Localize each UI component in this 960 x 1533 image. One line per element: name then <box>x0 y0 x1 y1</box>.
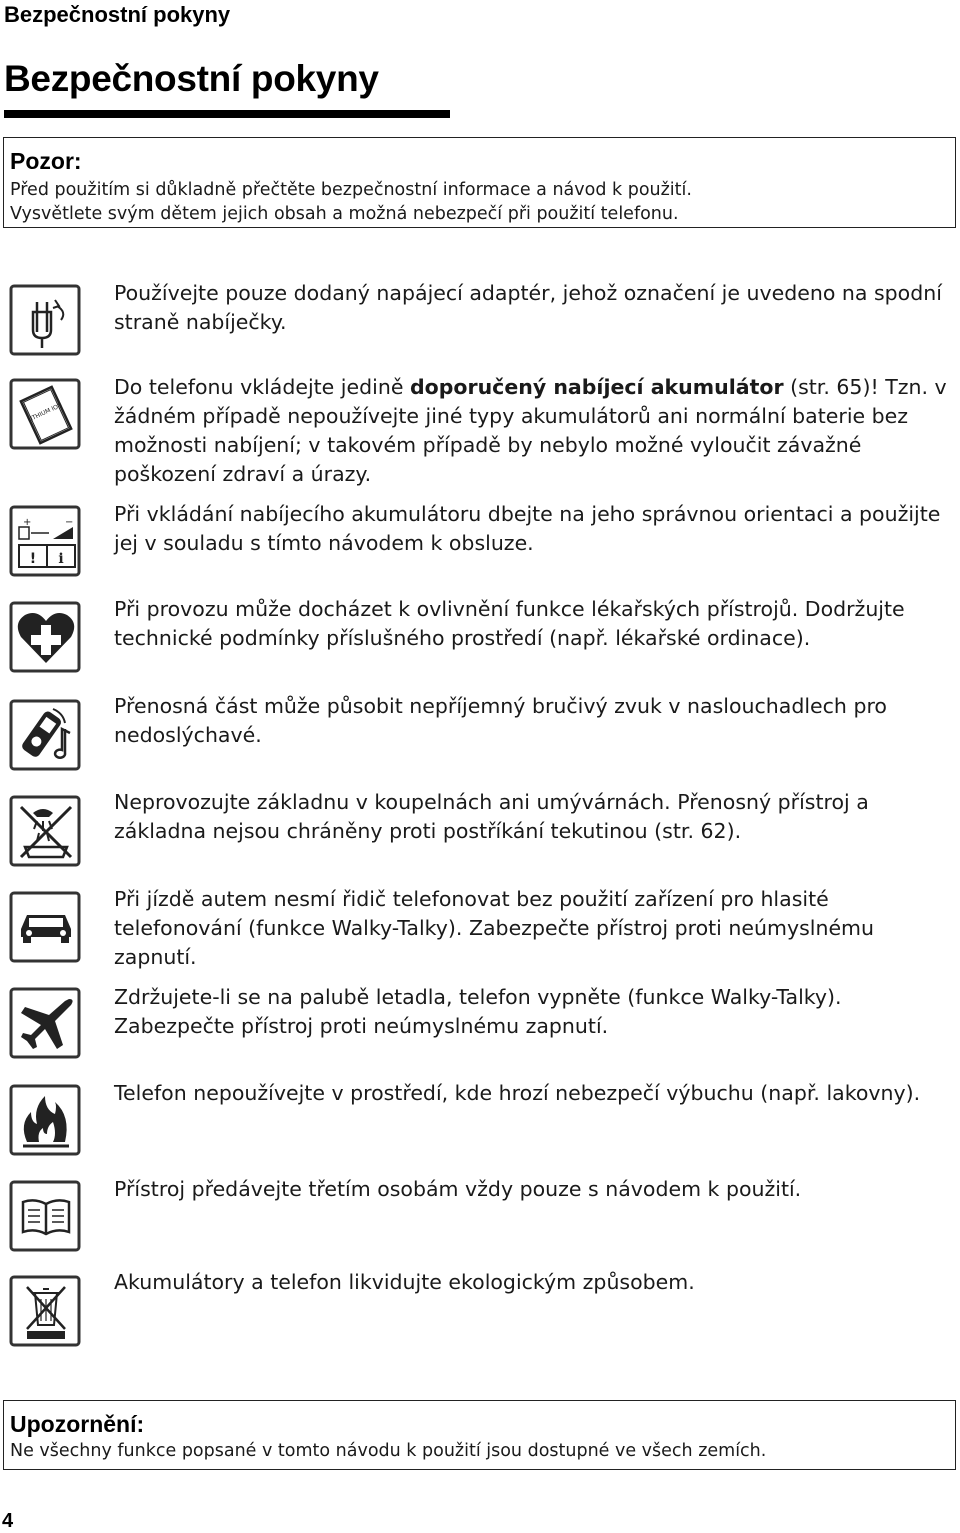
warning-line-1: Před použitím si důkladně přečtěte bezpečnostní informace a návod k použití. <box>10 180 692 200</box>
safety-item-battery <box>114 373 956 489</box>
battery-text-bold: doporučený nabíjecí akumulátor <box>409 375 784 399</box>
crossed-bin-icon <box>9 1275 83 1349</box>
title-underline <box>4 110 450 118</box>
battery-text-post: (str. 65)! Tzn. v žádném případě nepoužívejte jiné typy akumulátorů ani normální baterie bez možnosti nabíjení; v takovém případě by nebylo možné vyloučit závažné poškození zdraví a úrazy. <box>114 375 947 486</box>
svg-text:!: ! <box>29 551 37 567</box>
fire-icon <box>9 1084 83 1158</box>
safety-item-aircraft: Zdržujete-li se na palubě letadla, telefon vypněte (funkce Walky-Talky). Zabezpečte přístroj proti neúmyslnému zapnutí. <box>114 985 842 1038</box>
note-heading: Upozornění: <box>10 1411 145 1437</box>
battery-icon-text: LITHIUM ION <box>26 401 64 424</box>
safety-item-car: Při jízdě autem nesmí řidič telefonovat bez použití zařízení pro hlasité telefonování (funkce Walky-Talky). Zabezpečte přístroj proti neúmyslnému zapnutí. <box>114 887 875 969</box>
safety-item-orientation: Při vkládání nabíjecího akumulátoru dbejte na jeho správnou orientaci a použijte jej v souladu s tímto návodem k obsluze. <box>114 502 941 555</box>
safety-item-adapter: Používejte pouze dodaný napájecí adaptér, jehož označení je uvedeno na spodní straně nabíječky. <box>114 281 942 334</box>
svg-text:i: i <box>58 551 64 567</box>
safety-item-handover: Přístroj předávejte třetím osobám vždy pouze s návodem k použití. <box>114 1177 802 1201</box>
page-title: Bezpečnostní pokyny <box>4 58 379 99</box>
adapter-icon <box>9 284 83 358</box>
warning-box <box>3 137 956 228</box>
safety-item-hearing-aid: Přenosná část může působit nepříjemný bručivý zvuk v naslouchadlech pro nedoslýchavé. <box>114 694 887 747</box>
safety-item-explosion: Telefon nepoužívejte v prostředí, kde hrozí nebezpečí výbuchu (např. lakovny). <box>114 1081 921 1105</box>
warning-heading: Pozor: <box>10 148 82 174</box>
running-header: Bezpečnostní pokyny <box>4 2 231 27</box>
hearing-aid-icon <box>9 699 83 773</box>
warning-line-2: Vysvětlete svým dětem jejich obsah a možná nebezpečí při použití telefonu. <box>10 204 679 224</box>
medical-heart-icon <box>9 601 83 675</box>
safety-item-bathroom: Neprovozujte základnu v koupelnách ani umývárnách. Přenosný přístroj a základna nejsou chráněny proti postříkání tekutinou (str. 62). <box>114 790 869 843</box>
svg-text:−: − <box>65 517 74 528</box>
book-icon <box>9 1180 83 1254</box>
safety-item-medical: Při provozu může docházet k ovlivnění funkce lékařských přístrojů. Dodržujte technické podmínky příslušného prostředí (např. lékařské ordinace). <box>114 597 905 650</box>
car-icon <box>9 891 83 965</box>
battery-icon <box>9 378 83 452</box>
safety-item-disposal: Akumulátory a telefon likvidujte ekologickým způsobem. <box>114 1270 695 1294</box>
battery-text-pre: Do telefonu vkládejte jedině <box>114 375 410 399</box>
airplane-icon <box>9 987 83 1061</box>
battery-orientation-icon <box>9 505 83 579</box>
note-box <box>3 1400 956 1470</box>
no-shower-icon <box>9 795 83 869</box>
svg-text:+: + <box>23 517 32 528</box>
page-number: 4 <box>2 1510 14 1532</box>
note-text: Ne všechny funkce popsané v tomto návodu k použití jsou dostupné ve všech zemích. <box>10 1441 767 1461</box>
